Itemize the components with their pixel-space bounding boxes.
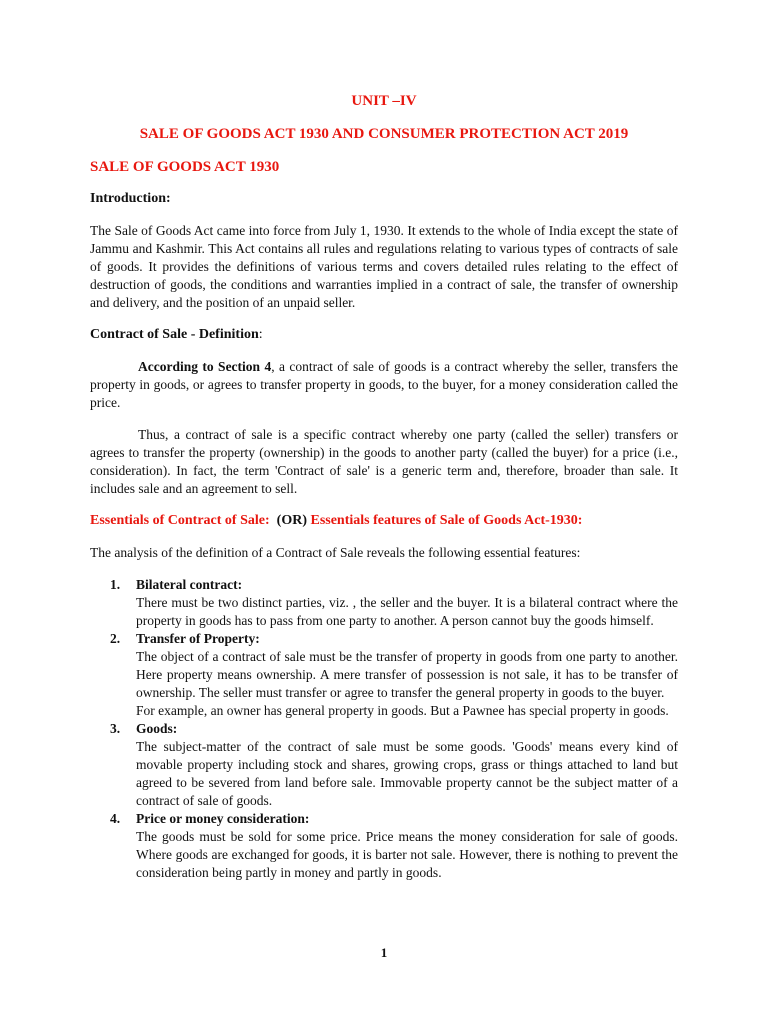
- essential-features-list: [90, 576, 678, 882]
- page-number: 1: [380, 945, 388, 960]
- section-4-reference: According to Section 4: [138, 359, 272, 374]
- definition-paragraph-1: [90, 358, 678, 412]
- list-item: [90, 810, 678, 882]
- list-item-number: 2.: [110, 631, 121, 646]
- unit-label: UNIT –IV: [351, 93, 417, 109]
- page-content: [90, 92, 678, 882]
- list-item: [90, 630, 678, 720]
- introduction-text: The Sale of Goods Act came into force from July 1, 1930. It extends to the whole of India except the state of Jammu and Kashmir. This Act contains all rules and regulations relating to various types of contracts of sale of goods. It provides the definitions of various terms and covers detailed rules relating to the effect of destruction of goods, the conditions and warranties implied in a contract of sale, the transfer of ownership and delivery, and the position of an unpaid seller.: [90, 223, 678, 310]
- list-item-number: 3.: [110, 721, 121, 736]
- list-item-title: Goods:: [136, 721, 178, 736]
- list-item-number: 1.: [110, 577, 121, 592]
- definition-heading-colon: :: [258, 327, 263, 342]
- list-item-body: The goods must be sold for some price. Price means the money consideration for sale of goods. Where goods are exchanged for goods, it is barter not sale. However, there is nothing to prevent the consideration being partly in money and partly in goods.: [136, 829, 678, 880]
- essentials-heading: [90, 512, 678, 530]
- essentials-heading-or: (OR): [276, 513, 307, 528]
- definition-heading: [90, 326, 678, 344]
- list-item-title: Bilateral contract:: [136, 577, 243, 592]
- essentials-heading-part2: Essentials features of Sale of Goods Act-1930:: [310, 513, 583, 528]
- list-item-body: There must be two distinct parties, viz. , the seller and the buyer. It is a bilateral contract where the property in goods has to pass from one party to another. A person cannot buy the goods himself.: [136, 595, 678, 628]
- list-item-example: For example, an owner has general property in goods. But a Pawnee has special property in goods.: [136, 703, 669, 718]
- definition-paragraph-2: Thus, a contract of sale is a specific contract whereby one party (called the seller) transfers or agrees to transfer the property (ownership) in the goods to another party (called the buyer) for a price (i.e., consideration). In fact, the term 'Contract of sale' is a generic term and, therefore, broader than sale. It includes sale and an agreement to sell.: [90, 427, 678, 496]
- list-item-title: Price or money consideration:: [136, 811, 310, 826]
- essentials-heading-part1: Essentials of Contract of Sale:: [90, 513, 270, 528]
- definition-heading-text: Contract of Sale - Definition: [90, 327, 259, 342]
- definition-paragraph-1-text: , a contract of sale of goods is a contract whereby the seller, transfers the property in goods, or agrees to transfer property in goods, to the buyer, for a money consideration called the price.: [90, 359, 678, 410]
- list-item-title: Transfer of Property:: [136, 631, 260, 646]
- sub-title: SALE OF GOODS ACT 1930: [90, 159, 280, 175]
- essentials-intro: The analysis of the definition of a Contract of Sale reveals the following essential features:: [90, 545, 581, 560]
- list-item-body: The object of a contract of sale must be the transfer of property in goods from one party to another. Here property means ownership. A mere transfer of possession is not sale, it has to be transfer of ownership. The seller must transfer or agree to transfer the general property in goods to the buyer.: [136, 649, 678, 700]
- list-item-number: 4.: [110, 811, 121, 826]
- main-title: SALE OF GOODS ACT 1930 AND CONSUMER PROTECTION ACT 2019: [139, 126, 629, 142]
- list-item: [90, 576, 678, 630]
- introduction-heading: Introduction:: [90, 191, 171, 206]
- list-item: [90, 720, 678, 810]
- list-item-body: The subject-matter of the contract of sale must be some goods. 'Goods' means every kind of movable property including stock and shares, growing crops, grass or things attached to land but agreed to be severed from land before sale. Immovable property cannot be the subject matter of a contract of sale of goods.: [136, 739, 678, 808]
